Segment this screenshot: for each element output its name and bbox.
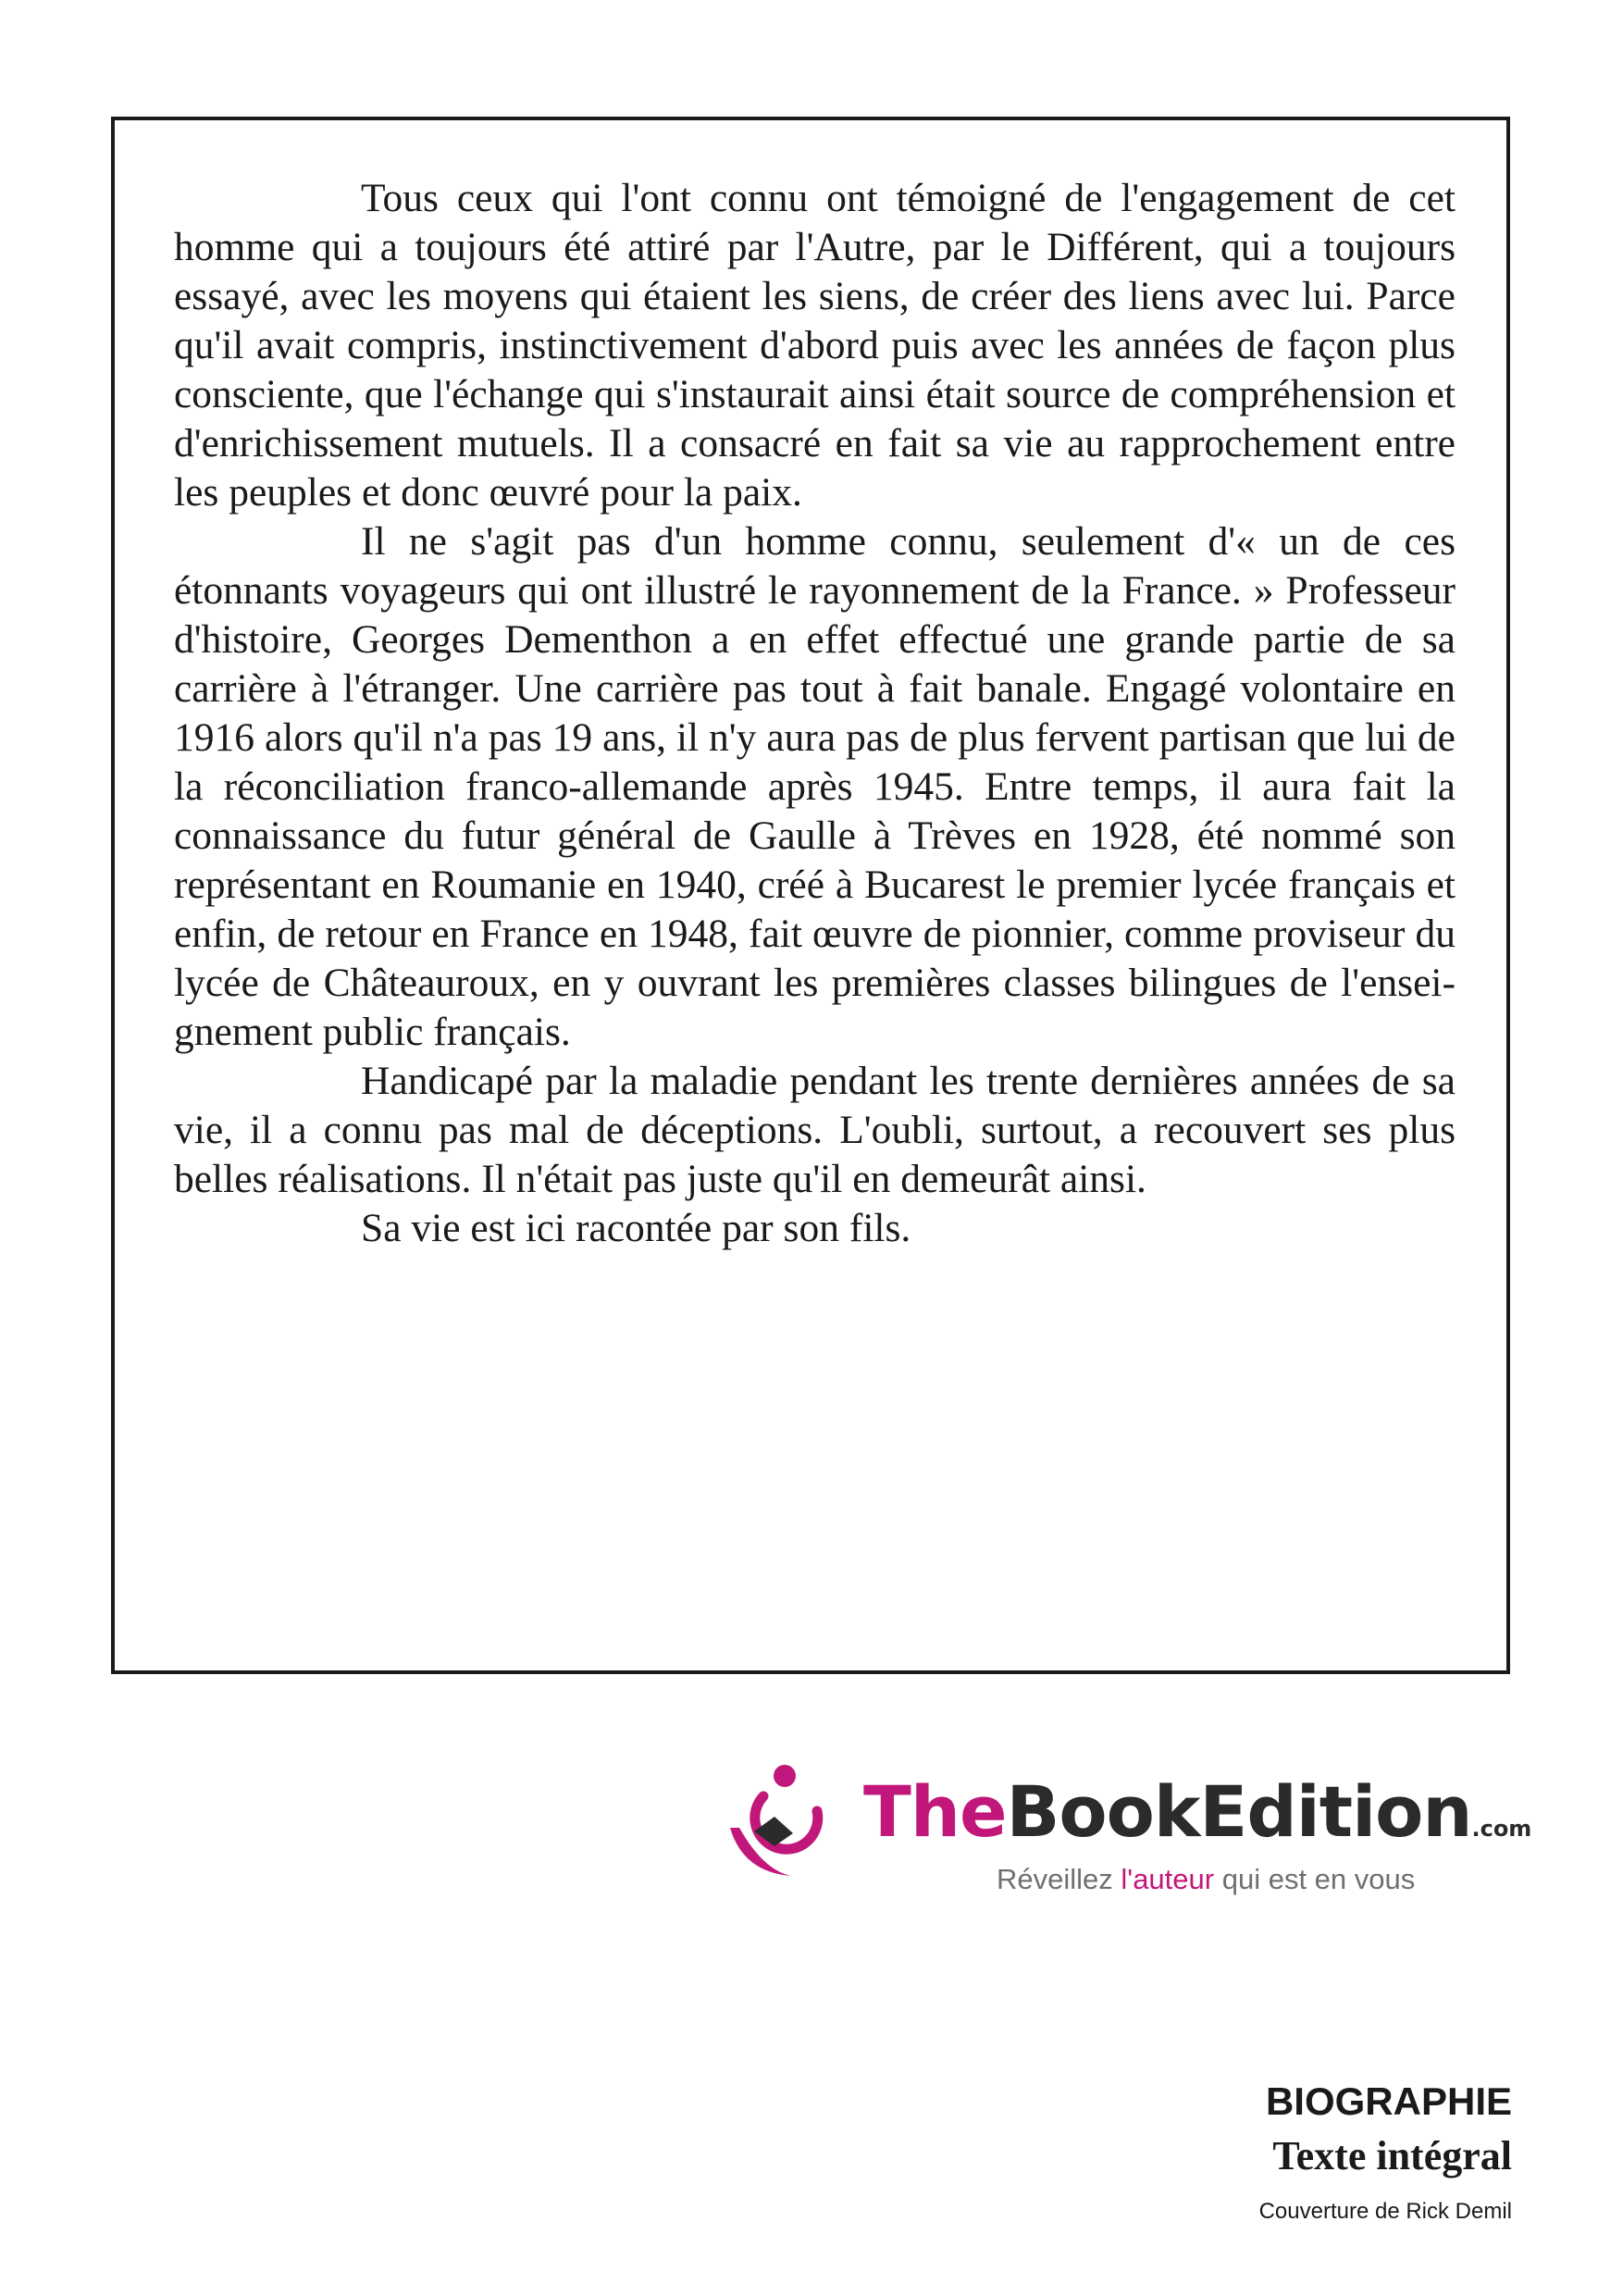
brand-bookedition: BookEdition — [1006, 1770, 1472, 1853]
paragraph-3: Handicapé par la maladie pendant les trente dernières années de sa vie, il a connu pas mal de déceptions. L'oubli, surtout, a recouvert ses plus belles réalisations. Il n'était pas juste qu'il en demeurât ainsi. — [174, 1059, 1456, 1201]
paragraph-2: Il ne s'agit pas d'un homme connu, seulement d'« un de ces étonnants voyageurs qui ont illustré le rayonnement de la France. » Professeur d'histoire, Georges Dementhon a en effet effectué une grande partie de sa carrière à l'étranger. Une carrière pas tout à fait banale. Engagé volontaire en 1916 alors qu'il n'a pas 19 ans, il n'y aura pas de plus fervent partisan que lui de la réconciliation franco-allemande après 1945. Entre temps, il aura fait la connaissance du futur général de Gaulle à Trèves en 1928, été nommé son représentant en Roumanie en 1940, créé à Bucarest le premier lycée français et enfin, de retour en France en 1948, fait œuvre de pionnier, comme proviseur du lycée de Châteauroux, en y ouvrant les premières classes bilingues de l'enseignement public français. — [174, 519, 1456, 1054]
back-cover-text-box — [111, 117, 1510, 1674]
tagline-after: qui est en vous — [1214, 1863, 1416, 1895]
brand-the: The — [863, 1770, 1007, 1853]
brand-tagline — [997, 1863, 1415, 1896]
tagline-accent: l'auteur — [1121, 1863, 1215, 1895]
brand-wordmark — [863, 1770, 1531, 1870]
paragraph-4: Sa vie est ici racontée par son fils. — [361, 1206, 911, 1250]
tagline-before: Réveillez — [997, 1863, 1121, 1895]
edition-label: Texte intégral — [1272, 2133, 1512, 2178]
brand-dotcom: .com — [1471, 1816, 1532, 1842]
genre-label: BIOGRAPHIE — [1265, 2079, 1512, 2123]
thebookedition-emblem-icon — [726, 1763, 851, 1883]
paragraph-1: Tous ceux qui l'ont connu ont témoigné de l'engagement de cet homme qui a toujours été attiré par l'Autre, par le Différent, qui a toujours essayé, avec les moyens qui étaient les siens, de créer des liens avec lui. Parce qu'il avait compris, instinctivement d'abord puis avec les années de façon plus consciente, que l'échange qui s'instaurait ainsi était source de compréhension et d'enrichissement mutuels. Il a consacré en fait sa vie au rapprochement entre les peuples et donc œuvré pour la paix. — [174, 176, 1456, 515]
cover-credit: Couverture de Rick Demil — [1258, 2199, 1512, 2224]
publisher-logo — [726, 1763, 1532, 1911]
